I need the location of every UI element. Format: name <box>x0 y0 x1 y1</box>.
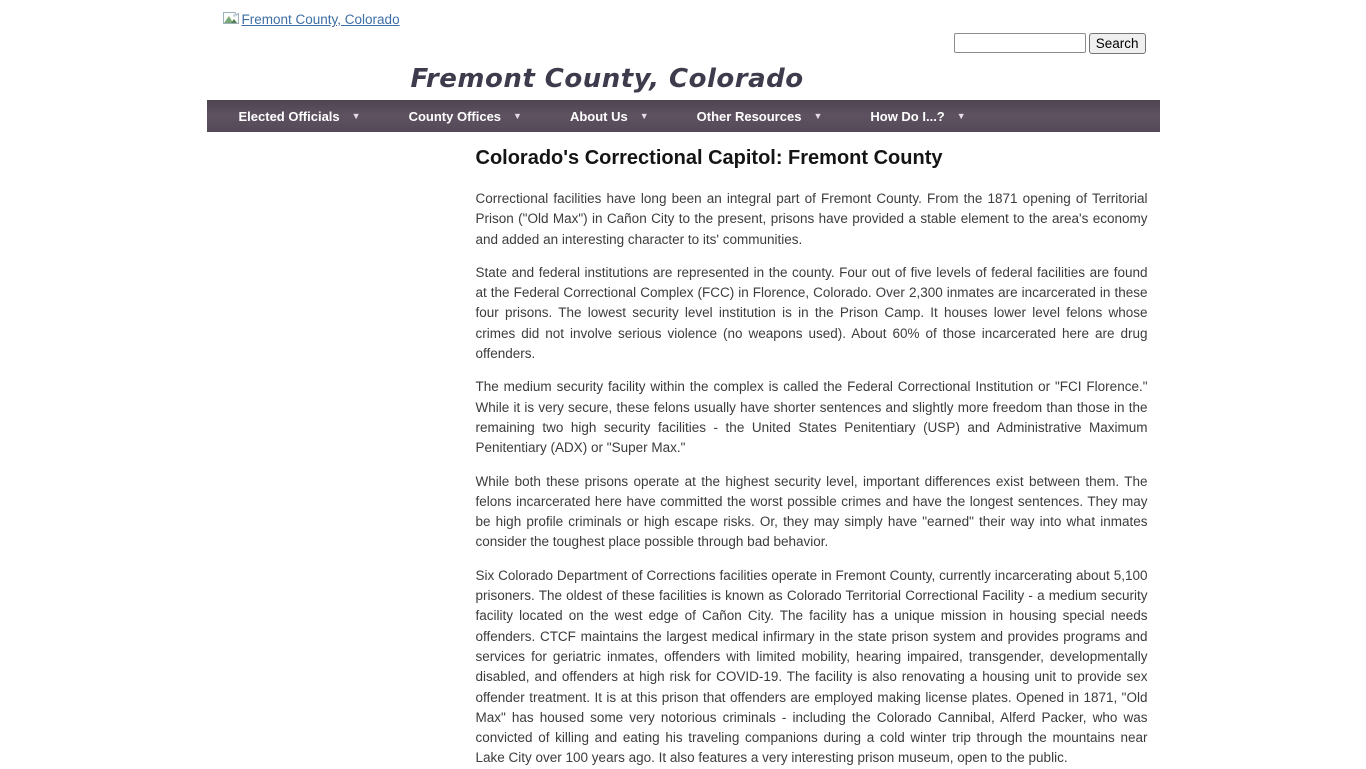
nav-item-label: County Offices <box>408 108 502 124</box>
nav-item-label: Elected Officials <box>238 108 340 124</box>
nav-item-elected-officials[interactable] <box>239 109 361 124</box>
article-paragraph: State and federal institutions are represented in the county. Four out of five levels of federal facilities are found at the Federal Correctional Complex (FCC) in Florence, Colorado. Over 2,300 inmates are incarcerated in these four prisons. The lowest security level institution is in the Prison Camp. It houses lower level felons whose crimes did not involve serious violence (no weapons used). About 60% of those incarcerated here are drug offenders. <box>475 264 1148 362</box>
main-navbar <box>207 100 1160 132</box>
search-box <box>954 33 1146 54</box>
header <box>207 0 1160 100</box>
article-paragraph: Correctional facilities have long been an integral part of Fremont County. From the 1871 opening of Territorial Prison ("Old Max") in Cañon City to the present, prisons have provided a stable element to the area's economy and added an interesting character to its' communities. <box>475 191 1148 247</box>
chevron-down-icon: ▼ <box>956 110 966 121</box>
home-logo-link[interactable] <box>222 11 400 28</box>
home-logo-link-label: Fremont County, Colorado <box>241 12 400 27</box>
article-paragraph: While both these prisons operate at the highest security level, important differences exist between them. The felons incarcerated here have committed the worst possible crimes and have the longest sentences. They may be high profile criminals or high escape risks. Or, they may simply have "earned" their way into what inmates consider the toughest place possible through bad behavior. <box>475 473 1148 550</box>
nav-item-county-offices[interactable] <box>409 109 522 124</box>
nav-item-label: Other Resources <box>696 108 802 124</box>
nav-item-how-do-i[interactable] <box>870 109 965 124</box>
search-input[interactable] <box>954 33 1086 53</box>
article-content <box>207 147 1150 769</box>
chevron-down-icon: ▼ <box>813 110 823 121</box>
article-paragraph: The medium security facility within the complex is called the Federal Correctional Institution or "FCI Florence." While it is very secure, these felons usually have shorter sentences and slightly more freedom than those in the remaining two high security facilities - the United States Penitentiary (USP) and Administrative Maximum Penitentiary (ADX) or "Super Max." <box>475 379 1148 456</box>
chevron-down-icon: ▼ <box>639 110 649 121</box>
nav-item-label: About Us <box>569 108 628 124</box>
site-title: Fremont County, Colorado <box>410 64 804 94</box>
nav-item-other-resources[interactable] <box>697 109 823 124</box>
nav-item-about-us[interactable] <box>570 109 649 124</box>
broken-image-icon <box>222 11 240 28</box>
nav-item-label: How Do I...? <box>870 108 945 124</box>
page-container <box>207 0 1160 769</box>
article-paragraph: Six Colorado Department of Corrections facilities operate in Fremont County, currently incarcerating about 5,100 prisoners. The oldest of these facilities is known as Colorado Territorial Correctional Facility - a medium security facility located on the west edge of Cañon City. The facility has a unique mission in housing special needs offenders. CTCF maintains the largest medical infirmary in the state prison system and provides programs and services for geriatric inmates, offenders with limited mobility, hearing impaired, transgender, developmentally disabled, and offenders at high risk for COVID-19. The facility is also renovating a housing unit to provide sex offender treatment. It is at this prison that offenders are employed making license plates. Opened in 1871, "Old Max" has housed some very notorious criminals - including the Colorado Cannibal, Alferd Packer, who was convicted of killing and eating his traveling companions during a cold winter trip through the mountains near Lake City over 100 years ago. It also features a very interesting prison museum, open to the public. <box>475 567 1148 766</box>
chevron-down-icon: ▼ <box>513 110 522 121</box>
chevron-down-icon: ▼ <box>351 110 361 121</box>
article-title: Colorado's Correctional Capitol: Fremont County <box>475 147 943 169</box>
search-button[interactable]: Search <box>1089 33 1146 54</box>
